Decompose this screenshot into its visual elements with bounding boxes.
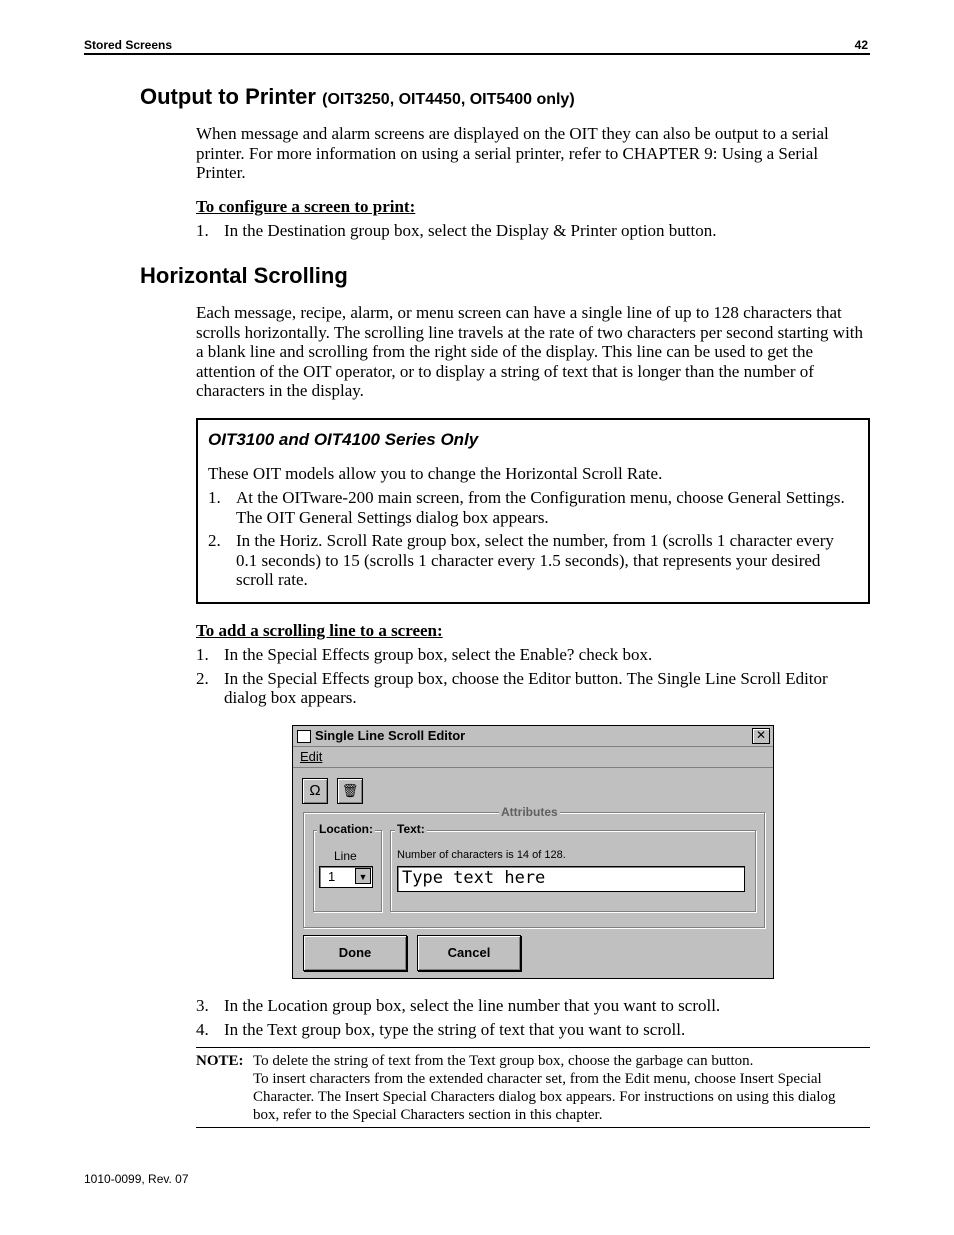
note-top-rule (196, 1047, 870, 1048)
note-line: To insert characters from the extended character set, from the Edit menu, choose Insert Special Character. The Insert Special Characters dialog box appears. For instructions on using this dialog box, refer to the Special Characters section in this chapter. (253, 1071, 836, 1123)
footer-doc-number: 1010-0099, Rev. 07 (84, 1172, 189, 1186)
box-intro: These OIT models allow you to change the Horizontal Scroll Rate. (208, 464, 663, 483)
note-bottom-rule (196, 1127, 870, 1128)
series-note-box (196, 418, 870, 604)
list-item (196, 645, 870, 665)
window-icon (297, 730, 311, 743)
delete-text-button[interactable] (337, 778, 363, 804)
scroll-steps-b (196, 996, 870, 1043)
cancel-button[interactable] (417, 935, 521, 971)
dialog-title: Single Line Scroll Editor (315, 728, 466, 743)
single-line-scroll-editor-dialog (292, 725, 774, 979)
scroll-text-value: Type text here (402, 868, 546, 888)
trash-icon: 🗑 (341, 783, 359, 798)
step-text: In the Horiz. Scroll Rate group box, select the number, from 1 (scrolls 1 character every 0.1 seconds) to 15 (scrolls 1 character every 1.5 seconds), that represents your desired scroll rate. (236, 531, 834, 590)
line-select[interactable] (319, 866, 373, 888)
character-count: Number of characters is 14 of 128. (397, 849, 566, 861)
done-label: Done (338, 945, 372, 960)
step-number: 2. (208, 531, 221, 551)
step-number: 3. (196, 996, 209, 1015)
close-icon[interactable]: ✕ (752, 728, 770, 744)
omega-icon: Ω (309, 782, 321, 799)
note-label: NOTE: (196, 1053, 244, 1069)
step-number: 1. (196, 645, 209, 664)
step-number: 1. (208, 488, 221, 507)
box-steps (208, 488, 848, 594)
list-item (196, 669, 870, 708)
step-text: At the OITware-200 main screen, from the Configuration menu, choose General Settings. The OIT General Settings dialog box appears. (236, 488, 845, 527)
list-item (196, 221, 870, 241)
output-subhead: To configure a screen to print: (196, 197, 416, 216)
heading-output-text: Output to Printer (140, 84, 316, 109)
attributes-label: Attributes (501, 805, 558, 819)
note-line: To delete the string of text from the Text group box, choose the garbage can button. (253, 1053, 754, 1069)
list-item (196, 1020, 870, 1040)
line-value: 1 (328, 869, 336, 884)
scroll-paragraph: Each message, recipe, alarm, or menu screen can have a single line of up to 128 characters that scrolls horizontally. The scrolling line travels at the rate of two characters per second starting with a blank line and scrolling from the right side of the display. This line can be used to get the attention of the OIT operator, or to display a string of text that is longer than the number of characters in the display. (196, 303, 864, 401)
step-number: 2. (196, 668, 209, 688)
done-button[interactable] (303, 935, 407, 971)
dialog-title-bar (293, 726, 773, 747)
scroll-text-input[interactable] (397, 866, 745, 892)
dialog-menu-bar (293, 747, 773, 768)
step-text: In the Location group box, select the line number that you want to scroll. (224, 996, 721, 1015)
note-body (253, 1052, 863, 1124)
heading-horizontal-scrolling: Horizontal Scrolling (140, 263, 348, 288)
heading-output-to-printer (140, 84, 575, 110)
list-item (208, 488, 848, 527)
header-rule (84, 53, 870, 55)
cancel-label: Cancel (447, 945, 491, 960)
step-text: In the Special Effects group box, choose the Editor button. The Single Line Scroll Editor dialog box appears. (224, 668, 828, 708)
step-number: 4. (196, 1019, 209, 1039)
special-character-button[interactable] (302, 778, 328, 804)
step-number: 1. (196, 221, 209, 240)
output-steps (196, 221, 870, 245)
list-item (196, 996, 870, 1016)
location-label: Location: (319, 822, 373, 836)
menu-edit[interactable]: Edit (300, 749, 323, 764)
box-title: OIT3100 and OIT4100 Series Only (208, 430, 479, 449)
scroll-subhead: To add a scrolling line to a screen: (196, 621, 443, 640)
scroll-steps-a (196, 645, 870, 712)
list-item (208, 531, 848, 590)
step-text: In the Text group box, type the string of text that you want to scroll. (224, 1019, 686, 1039)
chevron-down-icon[interactable]: ▼ (355, 868, 371, 884)
heading-output-suffix: (OIT3250, OIT4450, OIT5400 only) (322, 91, 575, 108)
line-label: Line (334, 849, 357, 863)
step-text: In the Special Effects group box, select the Enable? check box. (224, 645, 653, 664)
text-label: Text: (397, 822, 425, 836)
running-header-section: Stored Screens (84, 38, 173, 52)
output-paragraph: When message and alarm screens are displayed on the OIT they can also be output to a serial printer. For more information on using a serial printer, refer to CHAPTER 9: Using a Serial Printer. (196, 124, 829, 183)
page-number: 42 (854, 38, 868, 52)
step-text: In the Destination group box, select the Display & Printer option button. (224, 221, 717, 240)
